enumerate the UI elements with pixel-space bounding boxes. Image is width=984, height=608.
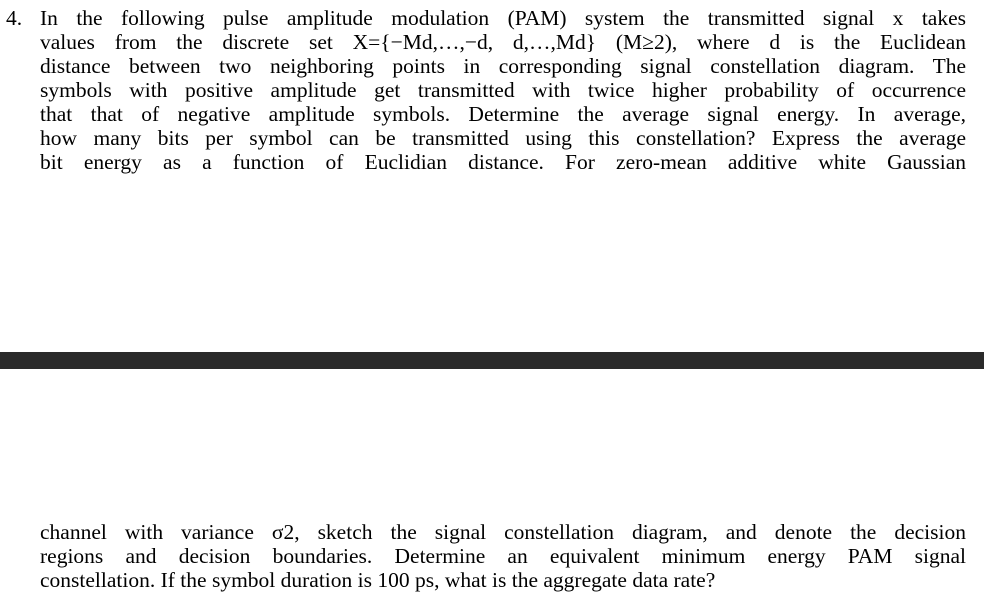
text-line: constellation. If the symbol duration is 100 ps, what is the aggregate data rate? [40,568,716,592]
text-line: channel with variance σ2, sketch the signal constellation diagram, and denote the decision [40,520,966,544]
text-line: In the following pulse amplitude modulation (PAM) system the transmitted signal x takes [40,6,966,30]
text-line: bit energy as a function of Euclidian distance. For zero-mean additive white Gaussian [40,150,966,174]
text-line: regions and decision boundaries. Determine an equivalent minimum energy PAM signal [40,544,966,568]
text-line: values from the discrete set X={−Md,…,−d, d,…,Md} (M≥2), where d is the Euclidean [40,30,966,54]
question-text-top [40,6,966,174]
question-text-bottom [40,520,966,592]
text-line: symbols with positive amplitude get transmitted with twice higher probability of occurrence [40,78,966,102]
text-line: that that of negative amplitude symbols. Determine the average signal energy. In average, [40,102,966,126]
question-number: 4. [6,6,23,30]
text-line: how many bits per symbol can be transmitted using this constellation? Express the average [40,126,966,150]
page-divider-bar [0,352,984,369]
text-line: distance between two neighboring points in corresponding signal constellation diagram. The [40,54,966,78]
